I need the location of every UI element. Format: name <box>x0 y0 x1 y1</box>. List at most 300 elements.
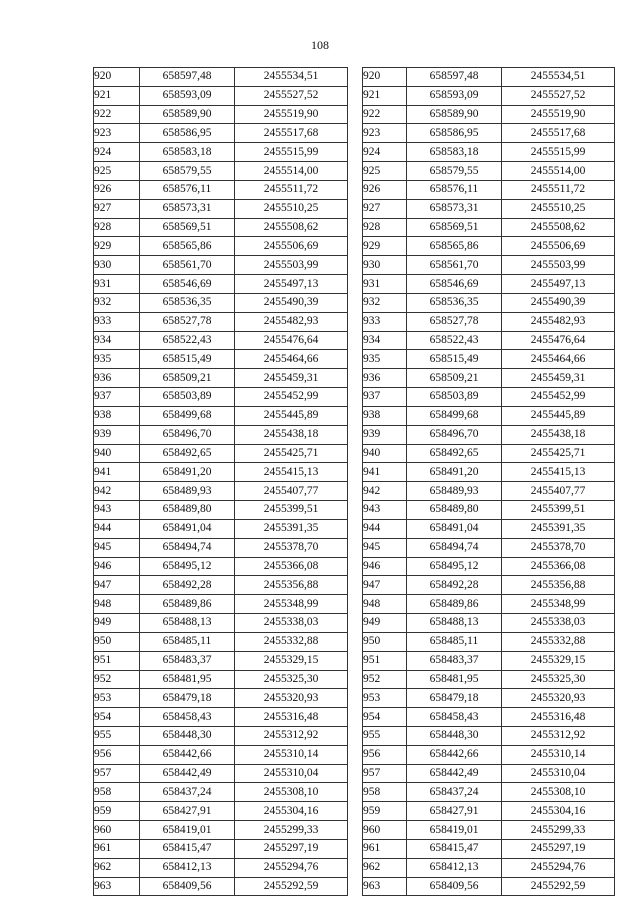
table-row <box>94 369 348 388</box>
table-row <box>94 275 348 294</box>
point-number-cell: 962 <box>94 858 140 877</box>
table-row <box>363 180 615 199</box>
x-coordinate-cell: 658589,90 <box>140 105 235 124</box>
point-number-cell: 934 <box>363 331 407 350</box>
x-coordinate-cell: 658485,11 <box>140 632 235 651</box>
point-number-cell: 944 <box>94 519 140 538</box>
point-number-cell: 938 <box>94 406 140 425</box>
x-coordinate-cell: 658442,49 <box>407 764 502 783</box>
point-number-cell: 945 <box>94 538 140 557</box>
point-number-cell: 927 <box>94 199 140 218</box>
point-number-cell: 929 <box>94 237 140 256</box>
x-coordinate-cell: 658589,90 <box>407 105 502 124</box>
y-coordinate-cell: 2455459,31 <box>235 369 348 388</box>
table-row <box>94 425 348 444</box>
table-row <box>94 632 348 651</box>
point-number-cell: 954 <box>94 708 140 727</box>
point-number-cell: 959 <box>94 802 140 821</box>
y-coordinate-cell: 2455407,77 <box>502 482 615 501</box>
y-coordinate-cell: 2455391,35 <box>235 519 348 538</box>
x-coordinate-cell: 658499,68 <box>140 406 235 425</box>
x-coordinate-cell: 658492,65 <box>140 444 235 463</box>
table-row <box>94 501 348 520</box>
x-coordinate-cell: 658583,18 <box>407 143 502 162</box>
point-number-cell: 935 <box>94 350 140 369</box>
table-row <box>363 745 615 764</box>
x-coordinate-cell: 658415,47 <box>140 839 235 858</box>
table-row <box>363 124 615 143</box>
point-number-cell: 930 <box>94 256 140 275</box>
point-number-cell: 930 <box>363 256 407 275</box>
y-coordinate-cell: 2455297,19 <box>235 839 348 858</box>
y-coordinate-cell: 2455527,52 <box>235 86 348 105</box>
x-coordinate-cell: 658503,89 <box>140 388 235 407</box>
x-coordinate-cell: 658561,70 <box>140 256 235 275</box>
y-coordinate-cell: 2455503,99 <box>235 256 348 275</box>
x-coordinate-cell: 658573,31 <box>407 199 502 218</box>
y-coordinate-cell: 2455338,03 <box>502 614 615 633</box>
y-coordinate-cell: 2455415,13 <box>235 463 348 482</box>
table-row <box>94 802 348 821</box>
y-coordinate-cell: 2455464,66 <box>502 350 615 369</box>
table-row <box>363 632 615 651</box>
y-coordinate-cell: 2455519,90 <box>502 105 615 124</box>
point-number-cell: 922 <box>94 105 140 124</box>
point-number-cell: 937 <box>94 388 140 407</box>
point-number-cell: 927 <box>363 199 407 218</box>
point-number-cell: 938 <box>363 406 407 425</box>
x-coordinate-cell: 658442,66 <box>140 745 235 764</box>
table-row <box>94 538 348 557</box>
table-row <box>363 199 615 218</box>
y-coordinate-cell: 2455310,04 <box>235 764 348 783</box>
point-number-cell: 955 <box>94 726 140 745</box>
table-row <box>94 764 348 783</box>
y-coordinate-cell: 2455527,52 <box>502 86 615 105</box>
y-coordinate-cell: 2455490,39 <box>502 293 615 312</box>
x-coordinate-cell: 658489,80 <box>140 501 235 520</box>
y-coordinate-cell: 2455445,89 <box>502 406 615 425</box>
table-row <box>94 877 348 896</box>
y-coordinate-cell: 2455519,90 <box>235 105 348 124</box>
x-coordinate-cell: 658527,78 <box>407 312 502 331</box>
point-number-cell: 939 <box>94 425 140 444</box>
y-coordinate-cell: 2455310,14 <box>235 745 348 764</box>
x-coordinate-cell: 658458,43 <box>407 708 502 727</box>
point-number-cell: 947 <box>94 576 140 595</box>
y-coordinate-cell: 2455497,13 <box>502 275 615 294</box>
y-coordinate-cell: 2455464,66 <box>235 350 348 369</box>
point-number-cell: 946 <box>94 557 140 576</box>
y-coordinate-cell: 2455514,00 <box>235 162 348 181</box>
table-row <box>363 482 615 501</box>
x-coordinate-cell: 658597,48 <box>140 68 235 87</box>
table-row <box>363 444 615 463</box>
table-row <box>94 858 348 877</box>
y-coordinate-cell: 2455415,13 <box>502 463 615 482</box>
coordinates-table-right <box>362 67 615 896</box>
x-coordinate-cell: 658499,68 <box>407 406 502 425</box>
point-number-cell: 941 <box>94 463 140 482</box>
x-coordinate-cell: 658481,95 <box>407 670 502 689</box>
point-number-cell: 943 <box>363 501 407 520</box>
y-coordinate-cell: 2455517,68 <box>502 124 615 143</box>
table-row <box>94 86 348 105</box>
table-row <box>94 218 348 237</box>
point-number-cell: 920 <box>94 68 140 87</box>
y-coordinate-cell: 2455329,15 <box>502 651 615 670</box>
table-row <box>94 444 348 463</box>
point-number-cell: 920 <box>363 68 407 87</box>
point-number-cell: 925 <box>363 162 407 181</box>
point-number-cell: 928 <box>363 218 407 237</box>
x-coordinate-cell: 658412,13 <box>407 858 502 877</box>
y-coordinate-cell: 2455482,93 <box>502 312 615 331</box>
point-number-cell: 940 <box>363 444 407 463</box>
table-row <box>94 726 348 745</box>
table-row <box>94 124 348 143</box>
table-row <box>363 293 615 312</box>
x-coordinate-cell: 658569,51 <box>407 218 502 237</box>
table-row <box>94 482 348 501</box>
table-row <box>363 708 615 727</box>
x-coordinate-cell: 658546,69 <box>407 275 502 294</box>
point-number-cell: 934 <box>94 331 140 350</box>
x-coordinate-cell: 658427,91 <box>140 802 235 821</box>
x-coordinate-cell: 658442,49 <box>140 764 235 783</box>
point-number-cell: 960 <box>94 821 140 840</box>
table-row <box>363 651 615 670</box>
point-number-cell: 951 <box>363 651 407 670</box>
point-number-cell: 921 <box>363 86 407 105</box>
x-coordinate-cell: 658448,30 <box>407 726 502 745</box>
point-number-cell: 959 <box>363 802 407 821</box>
y-coordinate-cell: 2455348,99 <box>502 595 615 614</box>
table-row <box>94 312 348 331</box>
table-row <box>363 312 615 331</box>
y-coordinate-cell: 2455510,25 <box>235 199 348 218</box>
point-number-cell: 932 <box>94 293 140 312</box>
x-coordinate-cell: 658515,49 <box>407 350 502 369</box>
y-coordinate-cell: 2455348,99 <box>235 595 348 614</box>
x-coordinate-cell: 658442,66 <box>407 745 502 764</box>
x-coordinate-cell: 658496,70 <box>140 425 235 444</box>
table-row <box>94 783 348 802</box>
point-number-cell: 941 <box>363 463 407 482</box>
y-coordinate-cell: 2455515,99 <box>235 143 348 162</box>
table-row <box>94 406 348 425</box>
point-number-cell: 937 <box>363 388 407 407</box>
point-number-cell: 949 <box>94 614 140 633</box>
x-coordinate-cell: 658576,11 <box>140 180 235 199</box>
y-coordinate-cell: 2455310,04 <box>502 764 615 783</box>
y-coordinate-cell: 2455438,18 <box>235 425 348 444</box>
x-coordinate-cell: 658515,49 <box>140 350 235 369</box>
table-row <box>363 519 615 538</box>
point-number-cell: 961 <box>363 839 407 858</box>
point-number-cell: 942 <box>363 482 407 501</box>
y-coordinate-cell: 2455316,48 <box>502 708 615 727</box>
x-coordinate-cell: 658593,09 <box>140 86 235 105</box>
y-coordinate-cell: 2455304,16 <box>235 802 348 821</box>
table-row <box>94 670 348 689</box>
point-number-cell: 945 <box>363 538 407 557</box>
point-number-cell: 944 <box>363 519 407 538</box>
x-coordinate-cell: 658458,43 <box>140 708 235 727</box>
y-coordinate-cell: 2455312,92 <box>502 726 615 745</box>
x-coordinate-cell: 658579,55 <box>407 162 502 181</box>
table-row <box>363 821 615 840</box>
table-row <box>363 595 615 614</box>
x-coordinate-cell: 658415,47 <box>407 839 502 858</box>
x-coordinate-cell: 658509,21 <box>407 369 502 388</box>
point-number-cell: 928 <box>94 218 140 237</box>
x-coordinate-cell: 658489,86 <box>407 595 502 614</box>
x-coordinate-cell: 658409,56 <box>407 877 502 896</box>
table-row <box>363 256 615 275</box>
y-coordinate-cell: 2455325,30 <box>502 670 615 689</box>
point-number-cell: 936 <box>363 369 407 388</box>
y-coordinate-cell: 2455490,39 <box>235 293 348 312</box>
table-row <box>94 199 348 218</box>
x-coordinate-cell: 658419,01 <box>140 821 235 840</box>
y-coordinate-cell: 2455299,33 <box>235 821 348 840</box>
point-number-cell: 923 <box>94 124 140 143</box>
point-number-cell: 953 <box>363 689 407 708</box>
point-number-cell: 925 <box>94 162 140 181</box>
point-number-cell: 952 <box>363 670 407 689</box>
y-coordinate-cell: 2455292,59 <box>502 877 615 896</box>
point-number-cell: 922 <box>363 105 407 124</box>
point-number-cell: 957 <box>363 764 407 783</box>
y-coordinate-cell: 2455407,77 <box>235 482 348 501</box>
y-coordinate-cell: 2455399,51 <box>235 501 348 520</box>
table-row <box>363 783 615 802</box>
x-coordinate-cell: 658427,91 <box>407 802 502 821</box>
x-coordinate-cell: 658496,70 <box>407 425 502 444</box>
x-coordinate-cell: 658489,93 <box>407 482 502 501</box>
y-coordinate-cell: 2455425,71 <box>235 444 348 463</box>
y-coordinate-cell: 2455508,62 <box>235 218 348 237</box>
table-row <box>94 180 348 199</box>
x-coordinate-cell: 658495,12 <box>140 557 235 576</box>
point-number-cell: 921 <box>94 86 140 105</box>
y-coordinate-cell: 2455476,64 <box>502 331 615 350</box>
y-coordinate-cell: 2455497,13 <box>235 275 348 294</box>
point-number-cell: 954 <box>363 708 407 727</box>
x-coordinate-cell: 658448,30 <box>140 726 235 745</box>
x-coordinate-cell: 658586,95 <box>407 124 502 143</box>
x-coordinate-cell: 658494,74 <box>407 538 502 557</box>
x-coordinate-cell: 658495,12 <box>407 557 502 576</box>
x-coordinate-cell: 658491,04 <box>140 519 235 538</box>
x-coordinate-cell: 658565,86 <box>407 237 502 256</box>
y-coordinate-cell: 2455445,89 <box>235 406 348 425</box>
table-row <box>363 877 615 896</box>
table-row <box>94 68 348 87</box>
y-coordinate-cell: 2455391,35 <box>502 519 615 538</box>
point-number-cell: 939 <box>363 425 407 444</box>
y-coordinate-cell: 2455312,92 <box>235 726 348 745</box>
x-coordinate-cell: 658491,04 <box>407 519 502 538</box>
x-coordinate-cell: 658483,37 <box>140 651 235 670</box>
page-number: 108 <box>311 38 329 52</box>
table-row <box>94 350 348 369</box>
x-coordinate-cell: 658437,24 <box>140 783 235 802</box>
y-coordinate-cell: 2455292,59 <box>235 877 348 896</box>
x-coordinate-cell: 658597,48 <box>407 68 502 87</box>
point-number-cell: 943 <box>94 501 140 520</box>
table-row <box>94 256 348 275</box>
table-row <box>94 595 348 614</box>
x-coordinate-cell: 658536,35 <box>140 293 235 312</box>
point-number-cell: 933 <box>363 312 407 331</box>
point-number-cell: 932 <box>363 293 407 312</box>
table-row <box>363 105 615 124</box>
point-number-cell: 942 <box>94 482 140 501</box>
point-number-cell: 957 <box>94 764 140 783</box>
x-coordinate-cell: 658579,55 <box>140 162 235 181</box>
y-coordinate-cell: 2455310,14 <box>502 745 615 764</box>
table-row <box>94 237 348 256</box>
point-number-cell: 956 <box>363 745 407 764</box>
table-row <box>363 369 615 388</box>
point-number-cell: 923 <box>363 124 407 143</box>
y-coordinate-cell: 2455320,93 <box>502 689 615 708</box>
x-coordinate-cell: 658593,09 <box>407 86 502 105</box>
y-coordinate-cell: 2455338,03 <box>235 614 348 633</box>
point-number-cell: 931 <box>94 275 140 294</box>
y-coordinate-cell: 2455517,68 <box>235 124 348 143</box>
table-row <box>94 708 348 727</box>
y-coordinate-cell: 2455452,99 <box>502 388 615 407</box>
table-row <box>363 86 615 105</box>
table-row <box>363 802 615 821</box>
x-coordinate-cell: 658527,78 <box>140 312 235 331</box>
y-coordinate-cell: 2455399,51 <box>502 501 615 520</box>
y-coordinate-cell: 2455506,69 <box>235 237 348 256</box>
point-number-cell: 961 <box>94 839 140 858</box>
table-row <box>363 839 615 858</box>
table-row <box>363 275 615 294</box>
point-number-cell: 929 <box>363 237 407 256</box>
point-number-cell: 963 <box>94 877 140 896</box>
point-number-cell: 926 <box>94 180 140 199</box>
x-coordinate-cell: 658561,70 <box>407 256 502 275</box>
y-coordinate-cell: 2455459,31 <box>502 369 615 388</box>
y-coordinate-cell: 2455425,71 <box>502 444 615 463</box>
table-row <box>94 689 348 708</box>
table-row <box>94 614 348 633</box>
x-coordinate-cell: 658576,11 <box>407 180 502 199</box>
table-row <box>363 237 615 256</box>
point-number-cell: 958 <box>94 783 140 802</box>
table-row <box>363 614 615 633</box>
y-coordinate-cell: 2455366,08 <box>502 557 615 576</box>
x-coordinate-cell: 658437,24 <box>407 783 502 802</box>
table-row <box>363 68 615 87</box>
x-coordinate-cell: 658412,13 <box>140 858 235 877</box>
y-coordinate-cell: 2455320,93 <box>235 689 348 708</box>
table-row <box>363 576 615 595</box>
y-coordinate-cell: 2455508,62 <box>502 218 615 237</box>
point-number-cell: 950 <box>363 632 407 651</box>
x-coordinate-cell: 658489,80 <box>407 501 502 520</box>
x-coordinate-cell: 658483,37 <box>407 651 502 670</box>
x-coordinate-cell: 658536,35 <box>407 293 502 312</box>
point-number-cell: 924 <box>363 143 407 162</box>
point-number-cell: 946 <box>363 557 407 576</box>
y-coordinate-cell: 2455511,72 <box>235 180 348 199</box>
y-coordinate-cell: 2455438,18 <box>502 425 615 444</box>
table-row <box>94 651 348 670</box>
x-coordinate-cell: 658522,43 <box>140 331 235 350</box>
table-row <box>363 858 615 877</box>
y-coordinate-cell: 2455356,88 <box>235 576 348 595</box>
table-row <box>363 406 615 425</box>
y-coordinate-cell: 2455366,08 <box>235 557 348 576</box>
table-row <box>94 293 348 312</box>
point-number-cell: 958 <box>363 783 407 802</box>
x-coordinate-cell: 658494,74 <box>140 538 235 557</box>
table-row <box>363 350 615 369</box>
y-coordinate-cell: 2455482,93 <box>235 312 348 331</box>
point-number-cell: 962 <box>363 858 407 877</box>
x-coordinate-cell: 658509,21 <box>140 369 235 388</box>
table-row <box>363 501 615 520</box>
x-coordinate-cell: 658479,18 <box>140 689 235 708</box>
point-number-cell: 955 <box>363 726 407 745</box>
point-number-cell: 947 <box>363 576 407 595</box>
table-row <box>363 331 615 350</box>
x-coordinate-cell: 658485,11 <box>407 632 502 651</box>
x-coordinate-cell: 658586,95 <box>140 124 235 143</box>
table-row <box>94 839 348 858</box>
x-coordinate-cell: 658409,56 <box>140 877 235 896</box>
table-row <box>363 162 615 181</box>
point-number-cell: 952 <box>94 670 140 689</box>
x-coordinate-cell: 658489,93 <box>140 482 235 501</box>
y-coordinate-cell: 2455514,00 <box>502 162 615 181</box>
x-coordinate-cell: 658489,86 <box>140 595 235 614</box>
table-row <box>94 162 348 181</box>
point-number-cell: 948 <box>363 595 407 614</box>
table-row <box>363 388 615 407</box>
x-coordinate-cell: 658488,13 <box>407 614 502 633</box>
y-coordinate-cell: 2455308,10 <box>235 783 348 802</box>
table-row <box>363 764 615 783</box>
table-row <box>363 726 615 745</box>
x-coordinate-cell: 658492,28 <box>140 576 235 595</box>
table-row <box>94 463 348 482</box>
y-coordinate-cell: 2455294,76 <box>235 858 348 877</box>
point-number-cell: 953 <box>94 689 140 708</box>
point-number-cell: 926 <box>363 180 407 199</box>
y-coordinate-cell: 2455332,88 <box>502 632 615 651</box>
table-row <box>363 143 615 162</box>
y-coordinate-cell: 2455452,99 <box>235 388 348 407</box>
table-row <box>363 670 615 689</box>
table-row <box>94 576 348 595</box>
y-coordinate-cell: 2455316,48 <box>235 708 348 727</box>
table-row <box>94 388 348 407</box>
table-row <box>94 105 348 124</box>
y-coordinate-cell: 2455511,72 <box>502 180 615 199</box>
point-number-cell: 949 <box>363 614 407 633</box>
table-row <box>94 557 348 576</box>
table-row <box>363 557 615 576</box>
y-coordinate-cell: 2455476,64 <box>235 331 348 350</box>
